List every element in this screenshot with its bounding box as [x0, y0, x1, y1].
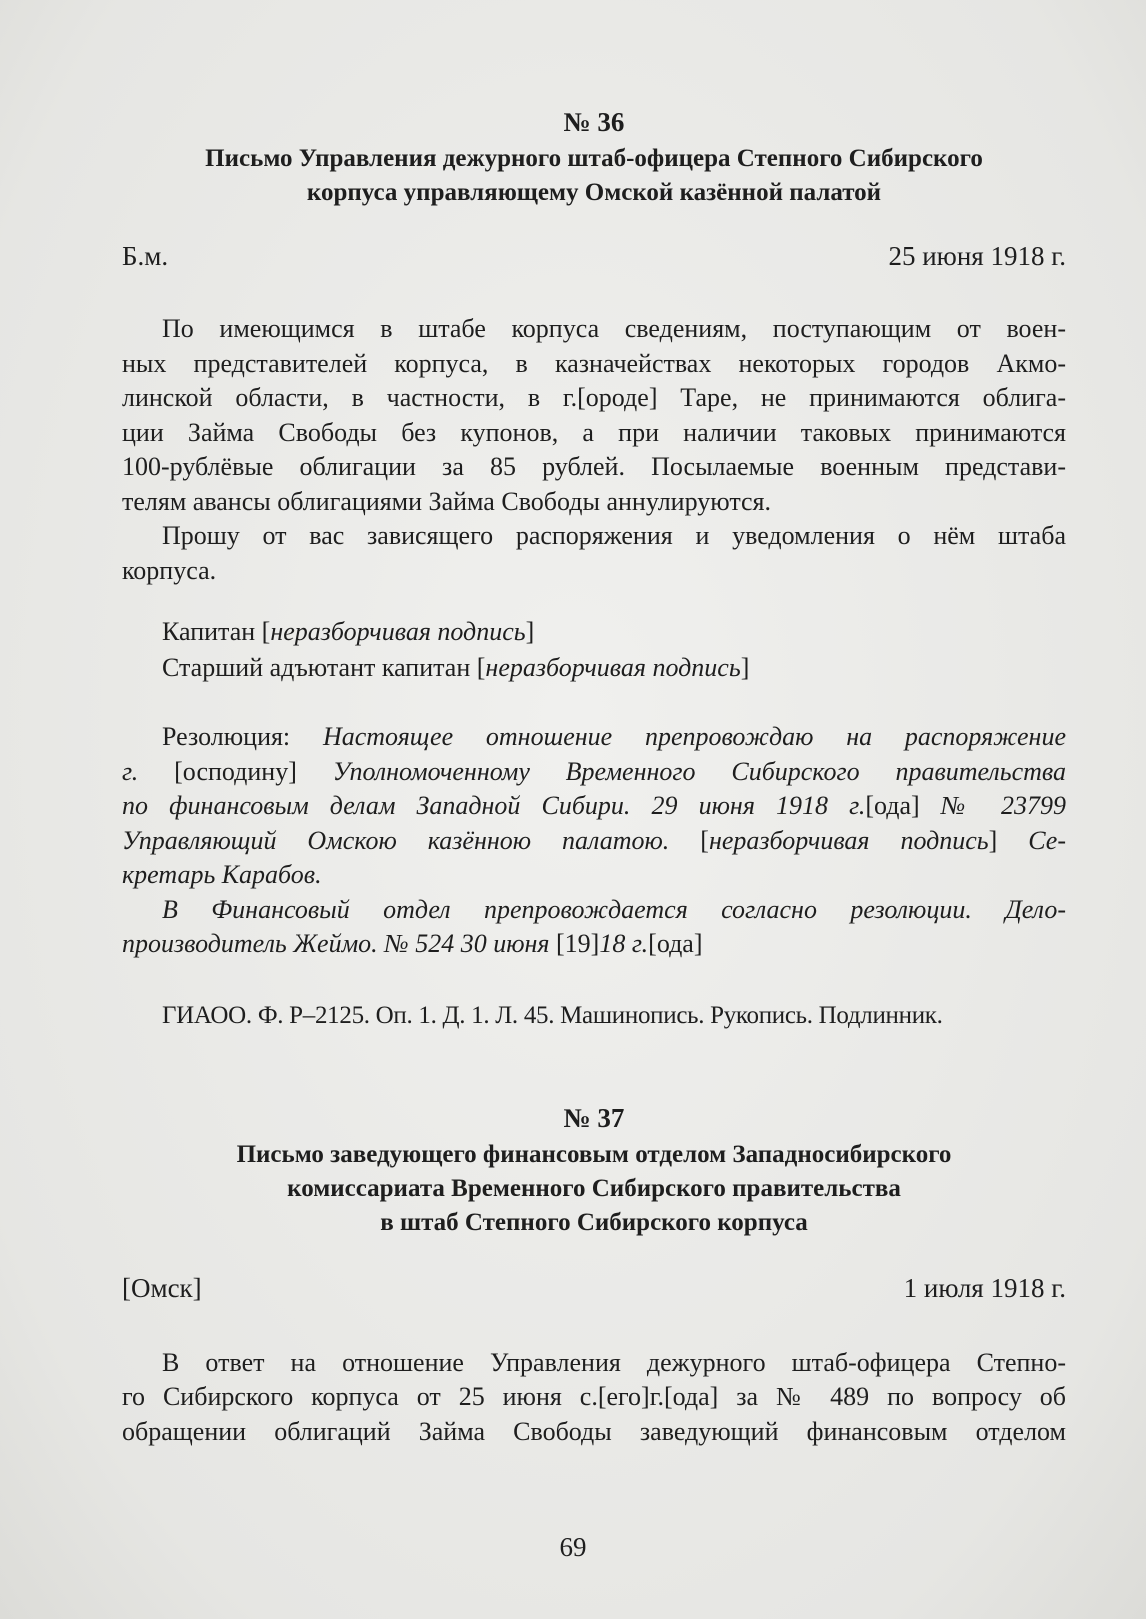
resolution-text: Се- — [1028, 825, 1066, 855]
doc-title-line: комиссариата Временного Сибирского правительства — [287, 1174, 901, 1202]
text-line: В Финансовый отдел препровождается согласно резолюции. Дело- — [162, 894, 1066, 924]
text-line: 100-рублёвые облигации за 85 рублей. Посылаемые военным представи- — [122, 452, 1066, 481]
doc-place: Б.м. — [122, 241, 169, 271]
body-paragraph — [122, 312, 1066, 519]
archive-source: ГИАОО. Ф. Р–2125. Оп. 1. Д. 1. Л. 45. Машинопись. Рукопись. Подлинник. — [162, 1001, 943, 1029]
text-line: линской области, в частности, в г.[ороде] Таре, не принимаются облига- — [122, 383, 1066, 412]
text-line — [122, 927, 1066, 962]
doc-title-line: Письмо Управления дежурного штаб-офицера Степного Сибирского — [205, 145, 983, 172]
editorial-insert: [осподину] — [138, 756, 333, 786]
doc-title — [122, 1138, 1066, 1240]
forward-text: производитель Жеймо. № 524 30 июня — [122, 929, 557, 958]
text-line: В ответ на отношение Управления дежурного штаб-офицера Степно- — [162, 1347, 1066, 1377]
text-line — [122, 755, 1066, 790]
signature-line — [162, 614, 1066, 650]
doc-title-line: корпуса управляющему Омской казённой палатой — [306, 179, 882, 206]
signature-role: Старший адъютант капитан [ — [162, 653, 486, 682]
doc-title — [122, 142, 1066, 210]
doc-place: [Омск] — [122, 1272, 202, 1303]
bracket: ] — [988, 825, 1029, 855]
text-line: обращении облигаций Займа Свободы заведующий финансовым отделом — [122, 1416, 1066, 1446]
text-line: корпуса. — [122, 555, 217, 585]
resolution-text: по финансовым делам Западной Сибири. 29 июня 1918 г. — [122, 791, 866, 820]
signature-line — [162, 650, 1066, 686]
doc-title-line: в штаб Степного Сибирского корпуса — [380, 1208, 808, 1236]
text-line: ции Займа Свободы без купонов, а при наличии таковых принимаются — [122, 417, 1066, 447]
document-37 — [122, 1102, 1066, 1450]
text-line: ных представителей корпуса, в казначействах некоторых городов Акмо- — [122, 348, 1066, 378]
text-line: телям авансы облигациями Займа Свободы аннулируются. — [122, 486, 771, 516]
document-36 — [122, 106, 1066, 1032]
doc-date: 25 июня 1918 г. — [888, 241, 1066, 271]
resolution-text: № 23799 — [940, 791, 1066, 820]
resolution-text: г. — [122, 756, 139, 786]
bracket: ] — [740, 653, 750, 682]
doc-title-line: Письмо заведующего финансовым отделом Западносибирского — [236, 1140, 952, 1168]
editorial-insert: [ода] — [648, 929, 703, 958]
forward-text: 18 г. — [599, 929, 649, 958]
text-line — [122, 824, 1066, 859]
text-line — [122, 720, 1066, 755]
doc-date: 1 июля 1918 г. — [903, 1272, 1066, 1303]
editorial-insert: [ода] — [865, 791, 941, 820]
page-number: 69 — [559, 1532, 587, 1562]
resolution-text: Управляющий Омскою казённою палатою. — [122, 825, 701, 855]
text-line — [122, 789, 1066, 824]
doc-meta — [122, 240, 1066, 272]
doc-number: № 37 — [563, 1102, 625, 1133]
forward-note — [122, 893, 1066, 962]
bracket: [ — [700, 825, 709, 855]
text-line: По имеющимся в штабе корпуса сведениям, поступающим от воен- — [162, 314, 1066, 343]
signature-note: неразборчивая подпись — [270, 617, 526, 646]
resolution-text: Уполномоченному Временного Сибирского правительства — [332, 756, 1066, 786]
text-line: кретарь Карабов. — [122, 860, 322, 889]
text-line: го Сибирского корпуса от 25 июня с.[его]г.[ода] за № 489 по вопросу об — [122, 1382, 1066, 1411]
editorial-insert: [19] — [556, 929, 600, 958]
text-line: Прошу от вас зависящего распоряжения и уведомления о нём штаба — [162, 521, 1066, 550]
resolution — [122, 720, 1066, 893]
body-paragraph — [122, 519, 1066, 588]
body-paragraph — [122, 1346, 1066, 1450]
resolution-text: Настоящее отношение препровождаю на распоряжение — [322, 722, 1066, 751]
signature-note: неразборчивая подпись — [708, 825, 989, 855]
bracket: ] — [525, 617, 535, 646]
signature-note: неразборчивая подпись — [485, 653, 741, 682]
signatures — [122, 614, 1066, 686]
signature-role: Капитан [ — [162, 617, 271, 646]
resolution-label: Резолюция: — [162, 722, 323, 751]
doc-meta — [122, 1272, 1066, 1304]
doc-number: № 36 — [563, 107, 625, 137]
